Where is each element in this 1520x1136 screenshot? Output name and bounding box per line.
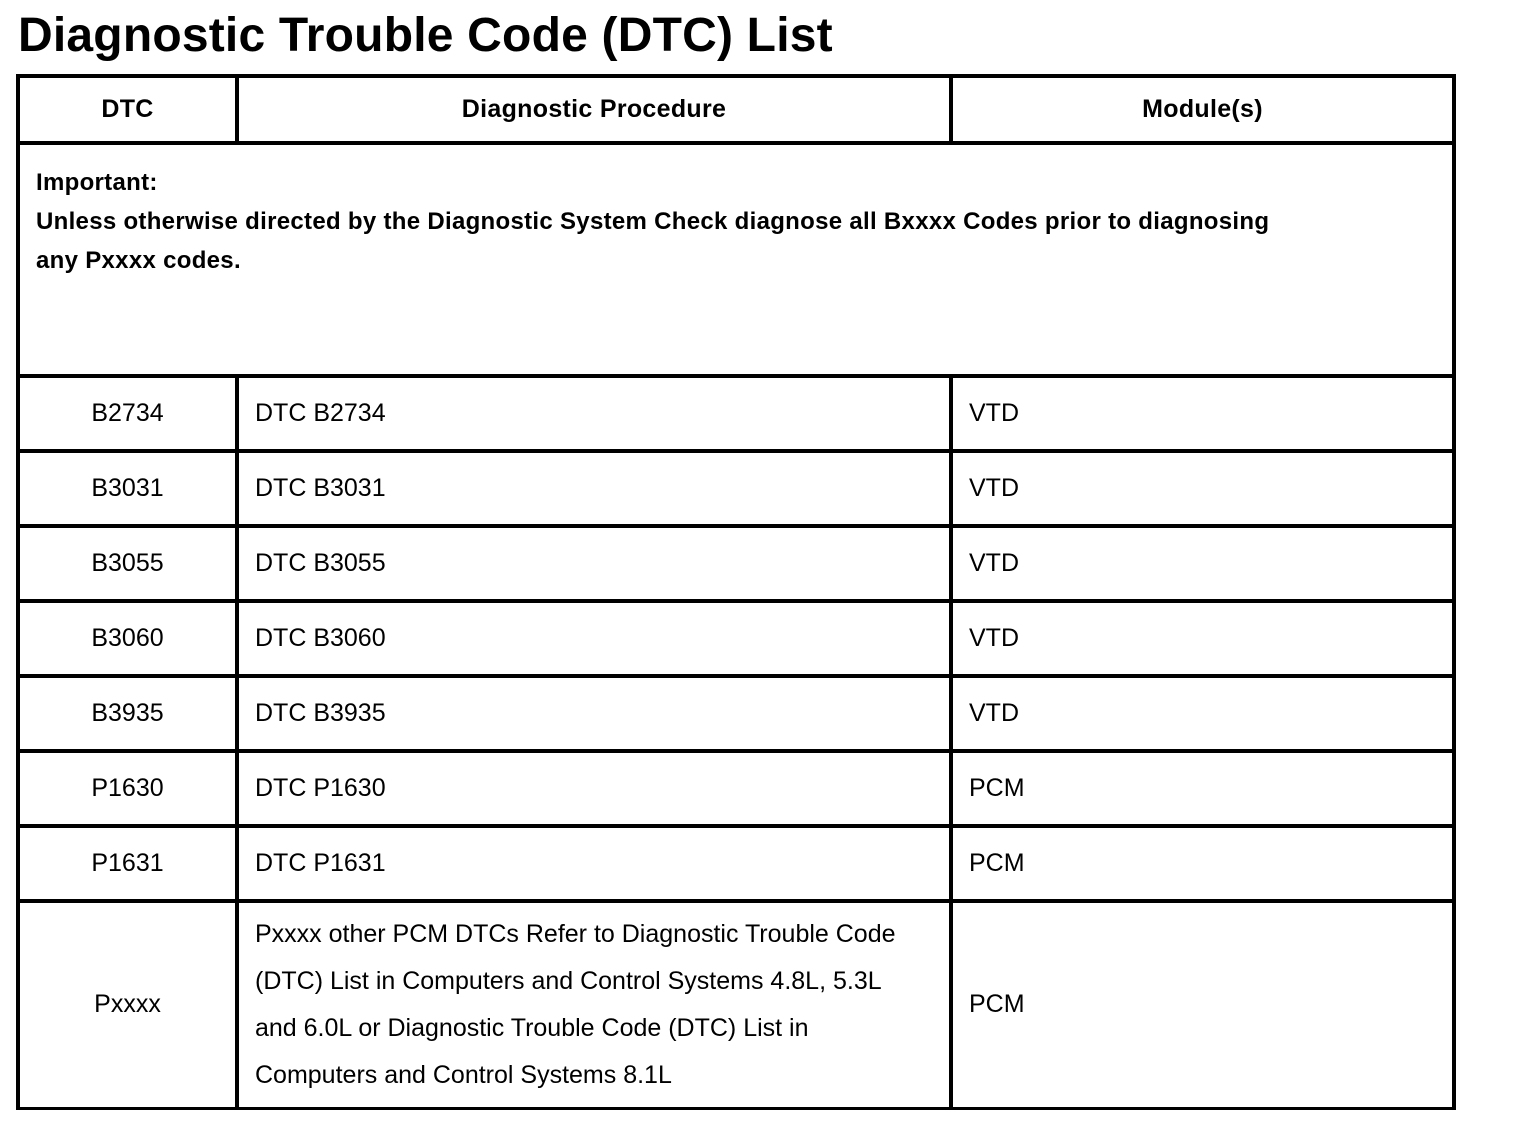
page-title: Diagnostic Trouble Code (DTC) List: [18, 9, 833, 62]
column-header-dtc: DTC: [18, 76, 237, 143]
diagnostic-procedure-text: Pxxxx other PCM DTCs Refer to Diagnostic Trouble Code (DTC) List in Computers and Control Systems 4.8L, 5.3L and 6.0L or Diagnostic Trouble Code (DTC) List in Computers and Control Systems 8.1L: [237, 901, 951, 1108]
table-row: [18, 676, 1454, 751]
dtc-code: Pxxxx: [18, 901, 237, 1108]
dtc-code: B3060: [18, 601, 237, 676]
table-row: [18, 526, 1454, 601]
module: VTD: [951, 676, 1454, 751]
important-note: [18, 143, 1454, 376]
dtc-table: [16, 74, 1456, 1110]
diagnostic-procedure-link: DTC B3031: [237, 451, 951, 526]
important-note-label: Important:: [36, 169, 158, 196]
dtc-code: B3055: [18, 526, 237, 601]
dtc-code: B3935: [18, 676, 237, 751]
module: PCM: [951, 751, 1454, 826]
module: VTD: [951, 451, 1454, 526]
important-note-row: [18, 143, 1454, 376]
table-row: [18, 451, 1454, 526]
table-row: [18, 826, 1454, 901]
column-header-modules: Module(s): [951, 76, 1454, 143]
module: VTD: [951, 526, 1454, 601]
dtc-code: P1631: [18, 826, 237, 901]
dtc-code: B3031: [18, 451, 237, 526]
table-row: [18, 751, 1454, 826]
dtc-code: P1630: [18, 751, 237, 826]
column-header-procedure: Diagnostic Procedure: [237, 76, 951, 143]
table-header-row: [18, 76, 1454, 143]
module: VTD: [951, 376, 1454, 451]
module: PCM: [951, 826, 1454, 901]
diagnostic-procedure-link: DTC B3055: [237, 526, 951, 601]
diagnostic-procedure-link: DTC P1630: [237, 751, 951, 826]
diagnostic-procedure-link: DTC B2734: [237, 376, 951, 451]
table-row: [18, 376, 1454, 451]
diagnostic-procedure-link: DTC P1631: [237, 826, 951, 901]
table-row: [18, 901, 1454, 1108]
table-row: [18, 601, 1454, 676]
diagnostic-procedure-link: DTC B3060: [237, 601, 951, 676]
important-note-text: Unless otherwise directed by the Diagnostic System Check diagnose all Bxxxx Codes prior to diagnosing any Pxxxx codes.: [36, 208, 1270, 274]
dtc-code: B2734: [18, 376, 237, 451]
diagnostic-procedure-link: DTC B3935: [237, 676, 951, 751]
module: VTD: [951, 601, 1454, 676]
module: PCM: [951, 901, 1454, 1108]
